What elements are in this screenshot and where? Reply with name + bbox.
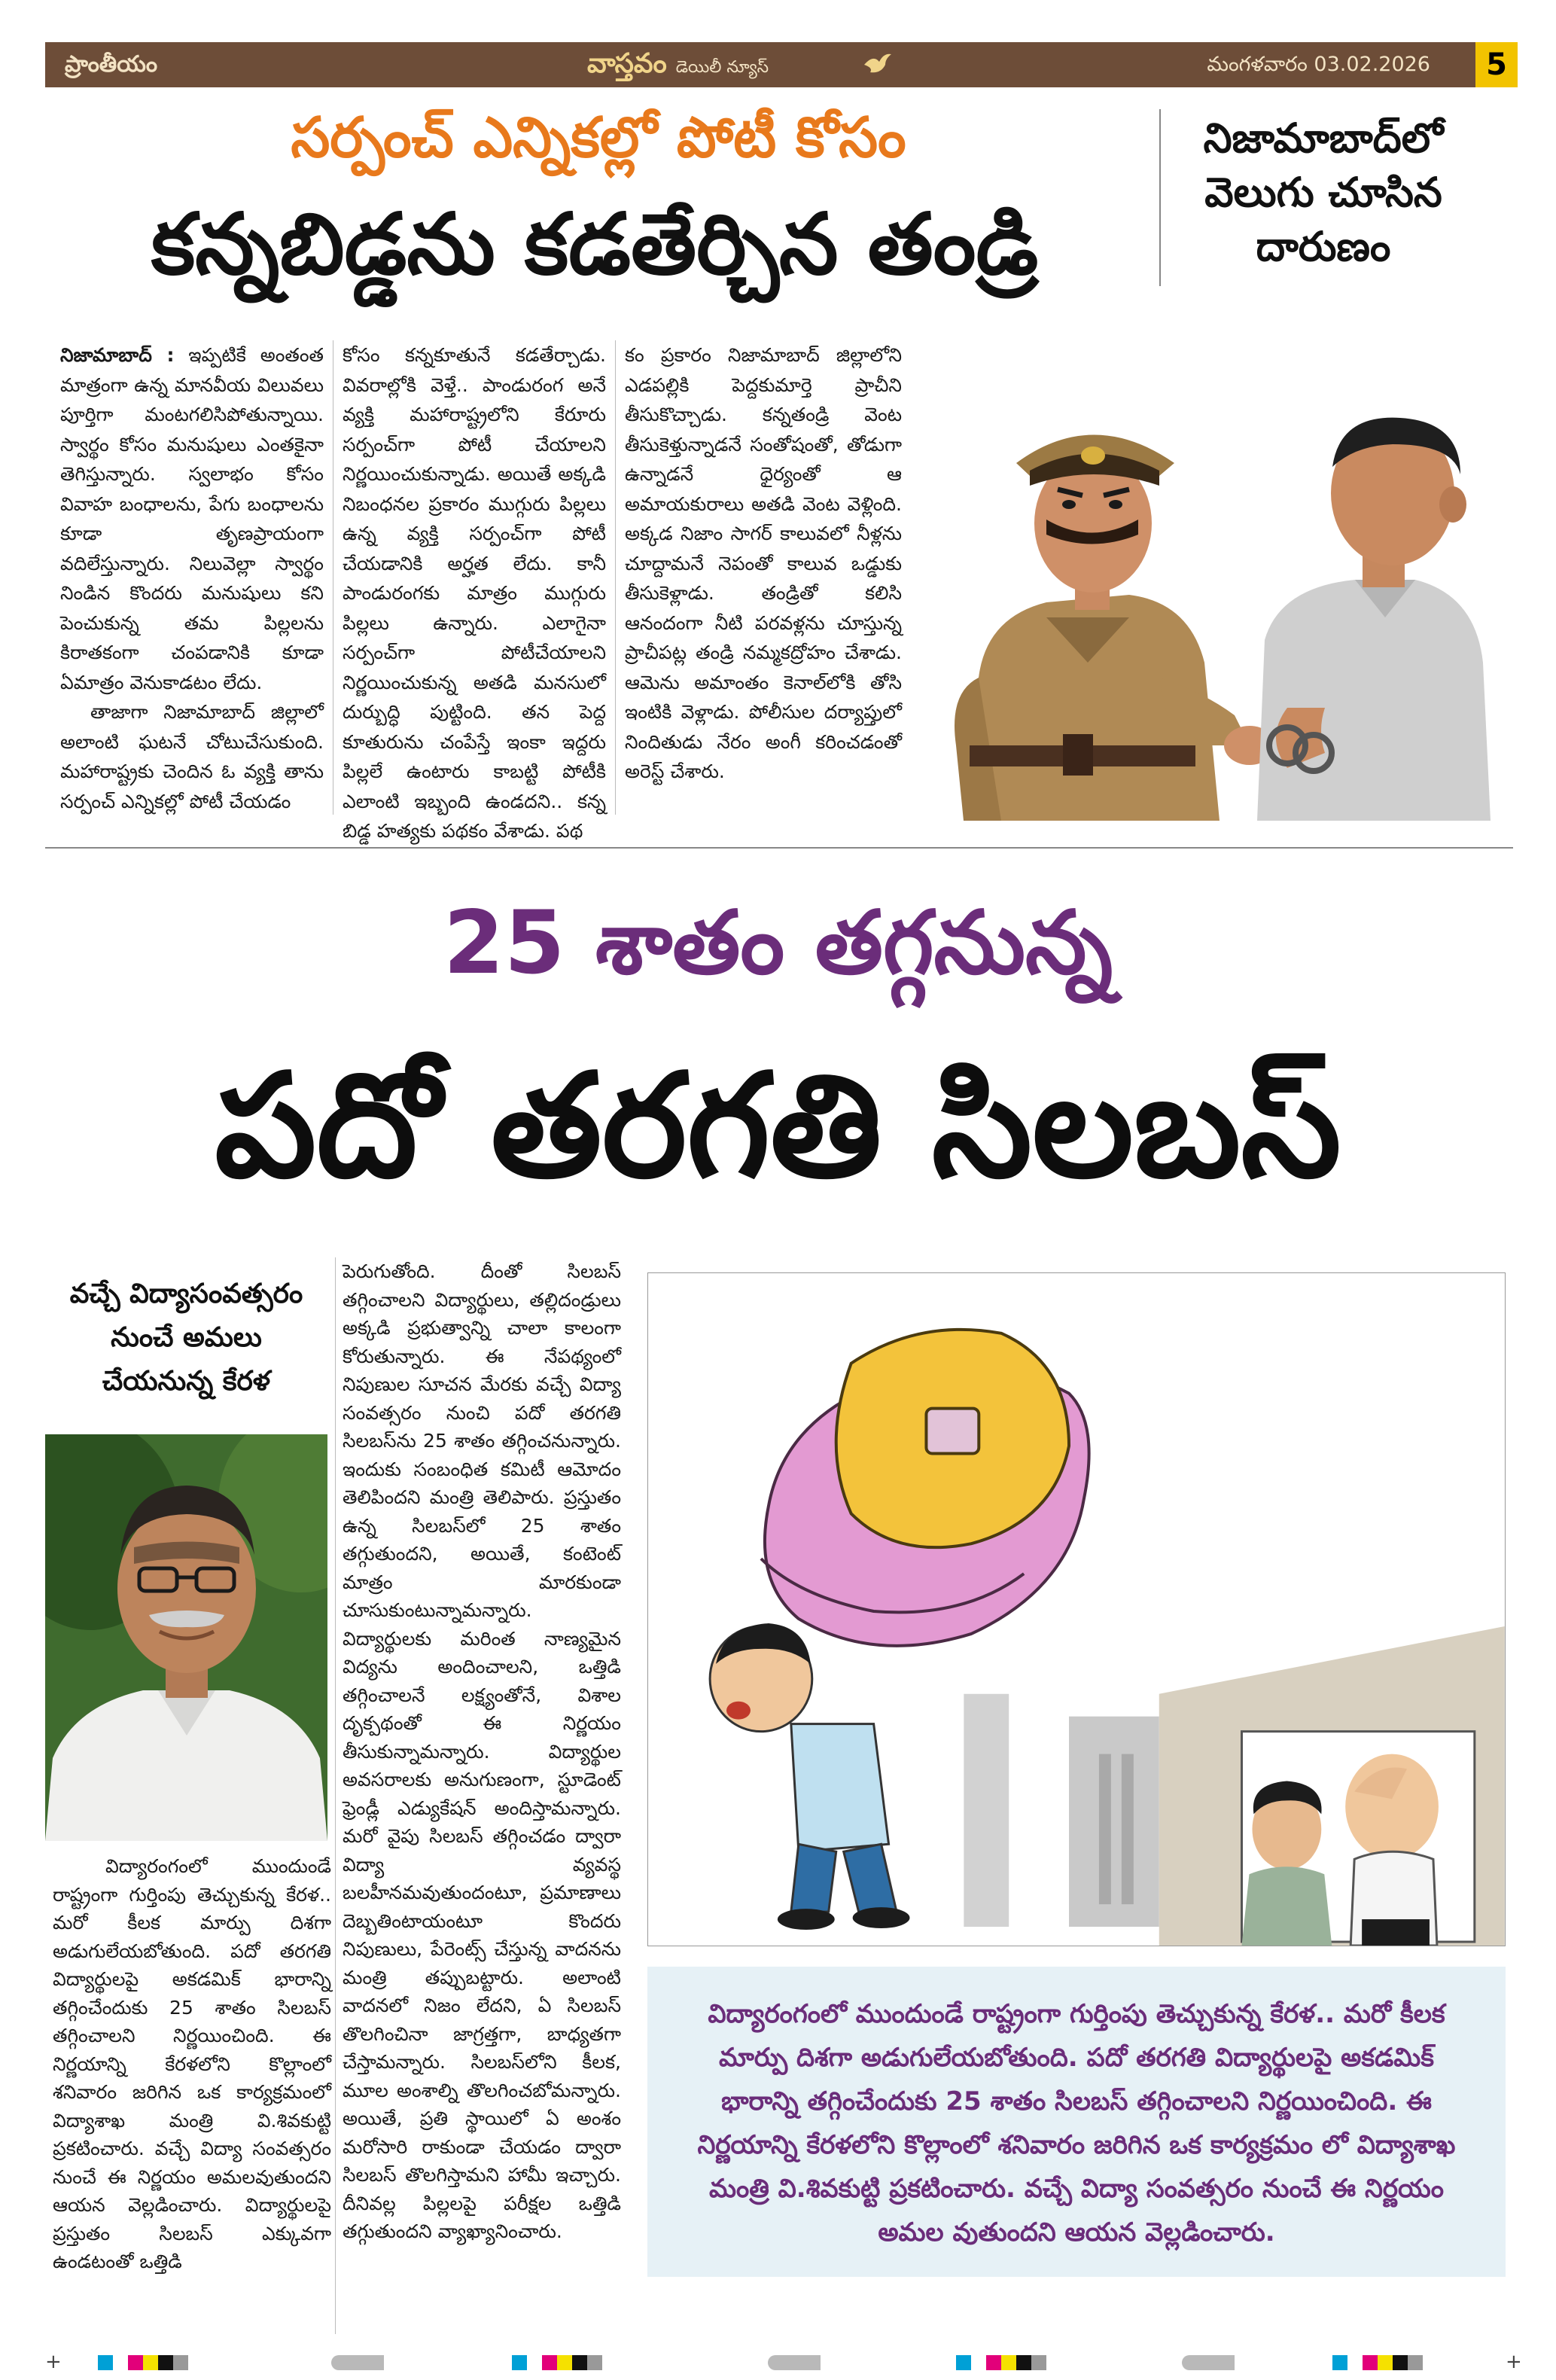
subhead-line: నుంచే అమలు bbox=[111, 1322, 262, 1353]
story2-subhead bbox=[45, 1272, 327, 1403]
story1-sidebox bbox=[1173, 111, 1474, 274]
sidebox-line: దారుణం bbox=[1256, 223, 1391, 270]
schoolbag-cartoon bbox=[647, 1272, 1506, 1946]
paragraph-text: ఇప్పటికే అంతంత మాత్రంగా ఉన్న మానవీయ విలువలు పూర్తిగా మంటగలిసిపోతున్నాయి. స్వార్థం కోసం మనుషులు ఎంతకైనా తెగిస్తున్నారు. స్వలాభం కోసం వివాహ బంధాలను, పేగు బంధాలను కూడా తృణప్రాయంగా వదిలేస్తున్నారు. నిలువెల్లా స్వార్థం నిండిన కొందరు మనుషులు కని పెంచుకున్న తమ పిల్లలను కిరాతకంగా చంపడానికి కూడా ఏమాత్రం వెనుకాడటం లేదు. bbox=[60, 344, 324, 693]
grey-bar bbox=[331, 2355, 384, 2370]
minister-portrait bbox=[45, 1434, 327, 1841]
story1-kicker: సర్పంచ్ ఎన్నికల్లో పోటీ కోసం bbox=[291, 105, 906, 170]
paragraph: తాజాగా నిజామాబాద్ జిల్లాలో అలాంటి ఘటనే చోటుచేసుకుంది. మహారాష్ట్రకు చెందిన ఓ వ్యక్తి తాను సర్పంచ్ ఎన్నికల్లో పోటీ చేయడం bbox=[60, 701, 324, 812]
registration-mark-icon: + bbox=[1506, 2351, 1522, 2373]
newspaper-brand bbox=[587, 48, 769, 86]
story2-headline: పదో తరగతి సిలబస్ bbox=[215, 1043, 1341, 1209]
paragraph: కం ప్రకారం నిజామాబాద్ జిల్లాలోని ఎడపల్లికి పెద్దకుమార్తె ప్రాచీని తీసుకొచ్చాడు. కన్నతండ్రి వెంట తీసుకెళ్తున్నాడనే సంతోషంతో, తోడుగా ఉన్నాడనే ధైర్యంతో ఆ అమాయకురాలు అతడి వెంట వెళ్లింది. అక్కడ నిజాం సాగర్ కాలువలో నీళ్లను చూద్దామనే నెపంతో కాలువ ఒడ్డుకు తీసుకెళ్లాడు. తండ్రితో కలిసి ఆనందంగా నీటి పరవళ్లను చూస్తున్న ప్రాచీపట్ల తండ్రి నమ్మకద్రోహం చేశాడు. ఆమెను అమాంతం కెనాల్‌లోకి తోసి ఇంటికి వెళ్లాడు. పోలీసుల దర్యాప్తులో నిందితుడు నేరం అంగీ కరించడంతో అరెస్ట్ చేశారు. bbox=[625, 344, 902, 782]
paragraph bbox=[60, 340, 324, 697]
paragraph: పెరుగుతోంది. దీంతో సిలబస్ తగ్గించాలని విద్యార్థులు, తల్లిదండ్రులు అక్కడి ప్రభుత్వాన్ని చాలా కాలంగా కోరుతున్నారు. ఈ నేపథ్యంలో నిపుణుల సూచన మేరకు వచ్చే విద్యా సంవత్సరం నుంచి పదో తరగతి సిలబస్‌ను 25 శాతం తగ్గించనున్నారు. ఇందుకు సంబంధిత కమిటీ ఆమోదం తెలిపిందని మంత్రి తెలిపారు. ప్రస్తుతం ఉన్న సిలబస్‌లో 25 శాతం తగ్గుతుందని, అయితే, కంటెంట్ మాత్రం మారకుండా చూసుకుంటున్నామన్నారు. విద్యార్థులకు మరింత నాణ్యమైన విద్యను అందించాలని, ఒత్తిడి తగ్గించాలనే లక్ష్యంతోనే, విశాల దృక్పథంతో ఈ నిర్ణయం తీసుకున్నామన్నారు. విద్యార్థుల అవసరాలకు అనుగుణంగా, స్టూడెంట్ ఫ్రెండ్లీ ఎడ్యుకేషన్ అందిస్తామన్నారు. మరో వైపు సిలబస్ తగ్గించడం ద్వారా విద్యా వ్యవస్థ బలహీనమవుతుందంటూ, ప్రమాణాలు దెబ్బతింటాయంటూ కొందరు నిపుణులు, పేరెంట్స్ చేస్తున్న వాదనను మంత్రి తప్పుబట్టారు. అలాంటి వాదనలో నిజం లేదని, ఏ సిలబస్ తొలగించినా జాగ్రత్తగా, బాధ్యతగా చేస్తామన్నారు. సిలబస్‌లోని కీలక, మూల అంశాల్ని తొలగించబోమన్నారు. అయితే, ప్రతి స్థాయిలో ఏ అంశం మరోసారి రాకుండా చేయడం ద్వారా సిలబస్ తొలగిస్తామని హామీ ఇచ్చారు. దీనివల్ల పిల్లలపై పరీక్షల ఒత్తిడి తగ్గుతుందని వ్యాఖ్యానించారు. bbox=[343, 1260, 621, 2242]
arrested-man bbox=[1257, 418, 1491, 821]
color-bar bbox=[98, 2355, 188, 2370]
issue-date: మంగళవారం 03.02.2026 bbox=[1207, 53, 1430, 76]
section-name: ప్రాంతీయం bbox=[65, 51, 158, 78]
bird-logo-icon bbox=[863, 51, 893, 77]
grey-bar bbox=[1182, 2355, 1235, 2370]
masthead bbox=[45, 42, 1475, 87]
subhead-line: వచ్చే విద్యాసంవత్సరం bbox=[69, 1278, 303, 1309]
subhead-line: చేయనున్న కేరళ bbox=[102, 1366, 271, 1397]
registration-mark-icon: + bbox=[45, 2351, 62, 2373]
brand-name: వాస్తవం bbox=[587, 48, 667, 79]
color-bar bbox=[512, 2355, 602, 2370]
police-arrest-illustration bbox=[933, 392, 1506, 821]
story1-column-1 bbox=[60, 340, 324, 822]
story2-pullquote: విద్యారంగంలో ముందుండే రాష్ట్రంగా గుర్తింపు తెచ్చుకున్న కేరళ.. మరో కీలక మార్పు దిశగా అడుగులేయబోతుంది. పదో తరగతి విద్యార్థులపై అకడమిక్ భారాన్ని తగ్గించేందుకు 25 శాతం సిలబస్ తగ్గించాలని నిర్ణయించింది. ఈ నిర్ణయాన్ని కేరళలోని కొల్లాంలో శనివారం జరిగిన ఒక కార్యక్రమం లో విద్యాశాఖ మంత్రి వి.శివకుట్టి ప్రకటించారు. వచ్చే విద్యా సంవత్సరం నుంచే ఈ నిర్ణయం అమల వుతుందని ఆయన వెల్లడించారు. bbox=[647, 1967, 1506, 2277]
page-number: 5 bbox=[1475, 42, 1518, 87]
sidebox-line: వెలుగు చూసిన bbox=[1204, 169, 1442, 216]
color-bar bbox=[1332, 2355, 1423, 2370]
grey-bar bbox=[768, 2355, 821, 2370]
color-bar bbox=[956, 2355, 1046, 2370]
story1-column-2 bbox=[343, 340, 606, 842]
story2-column-2 bbox=[343, 1257, 621, 2246]
brand-subtitle: డెయిలీ న్యూస్ bbox=[675, 58, 769, 77]
story2-column-1 bbox=[53, 1852, 331, 2276]
paragraph: విద్యారంగంలో ముందుండే రాష్ట్రంగా గుర్తింపు తెచ్చుకున్న కేరళ.. మరో కీలక మార్పు దిశగా అడుగులేయబోతుంది. పదో తరగతి విద్యార్థులపై అకడమిక్ భారాన్ని తగ్గించేందుకు 25 శాతం సిలబస్ తగ్గించాలని నిర్ణయించింది. ఈ నిర్ణయాన్ని కేరళలోని కొల్లాంలో శనివారం జరిగిన ఒక కార్యక్రమంలో విద్యాశాఖ మంత్రి వి.శివకుట్టి ప్రకటించారు. వచ్చే విద్యా సంవత్సరం నుంచే ఈ నిర్ణయం అమలవుతుందని ఆయన వెల్లడించారు. విద్యార్థులపై ప్రస్తుతం సిలబస్ ఎక్కువగా ఉండటంతో ఒత్తిడి bbox=[53, 1855, 331, 2272]
story2-kicker: 25 శాతం తగ్గనున్న bbox=[443, 892, 1113, 994]
story1-column-3 bbox=[625, 340, 902, 822]
column-rule bbox=[615, 340, 616, 815]
story1-headline: కన్నబిడ్డను కడతేర్చిన తండ్రి bbox=[151, 196, 1039, 294]
dateline: నిజామాబాద్ : bbox=[60, 344, 175, 366]
story-divider bbox=[45, 847, 1513, 849]
police-officer bbox=[955, 435, 1275, 821]
paragraph: కోసం కన్నకూతునే కడతేర్చాడు. వివరాల్లోకి వెళ్తే.. పాండురంగ అనే వ్యక్తి మహారాష్ట్రలోని కేరూరు సర్పంచ్‌గా పోటీ చేయాలని నిర్ణయించుకున్నాడు. అయితే అక్కడి నిబంధనల ప్రకారం ముగ్గురు పిల్లలు ఉన్న వ్యక్తి సర్పంచ్‌గా పోటీ చేయడానికి అర్హత లేదు. కానీ పాండురంగకు మాత్రం ముగ్గురు పిల్లలు ఉన్నారు. ఎలాగైనా సర్పంచ్‌గా పోటీచేయాలని నిర్ణయించుకున్న అతడి మనసులో దుర్బుద్ధి పుట్టింది. తన పెద్ద కూతురును చంపేస్తే ఇంకా ఇద్దరు పిల్లలే ఉంటారు కాబట్టి పోటీకి ఎలాంటి ఇబ్బంది ఉండదని.. కన్న బిడ్డ హత్యకు పథకం వేశాడు. పథ bbox=[343, 344, 606, 842]
column-rule bbox=[335, 1257, 336, 2334]
sidebox-divider bbox=[1159, 109, 1161, 286]
sidebox-line: నిజామాబాద్‌లో bbox=[1203, 114, 1444, 162]
